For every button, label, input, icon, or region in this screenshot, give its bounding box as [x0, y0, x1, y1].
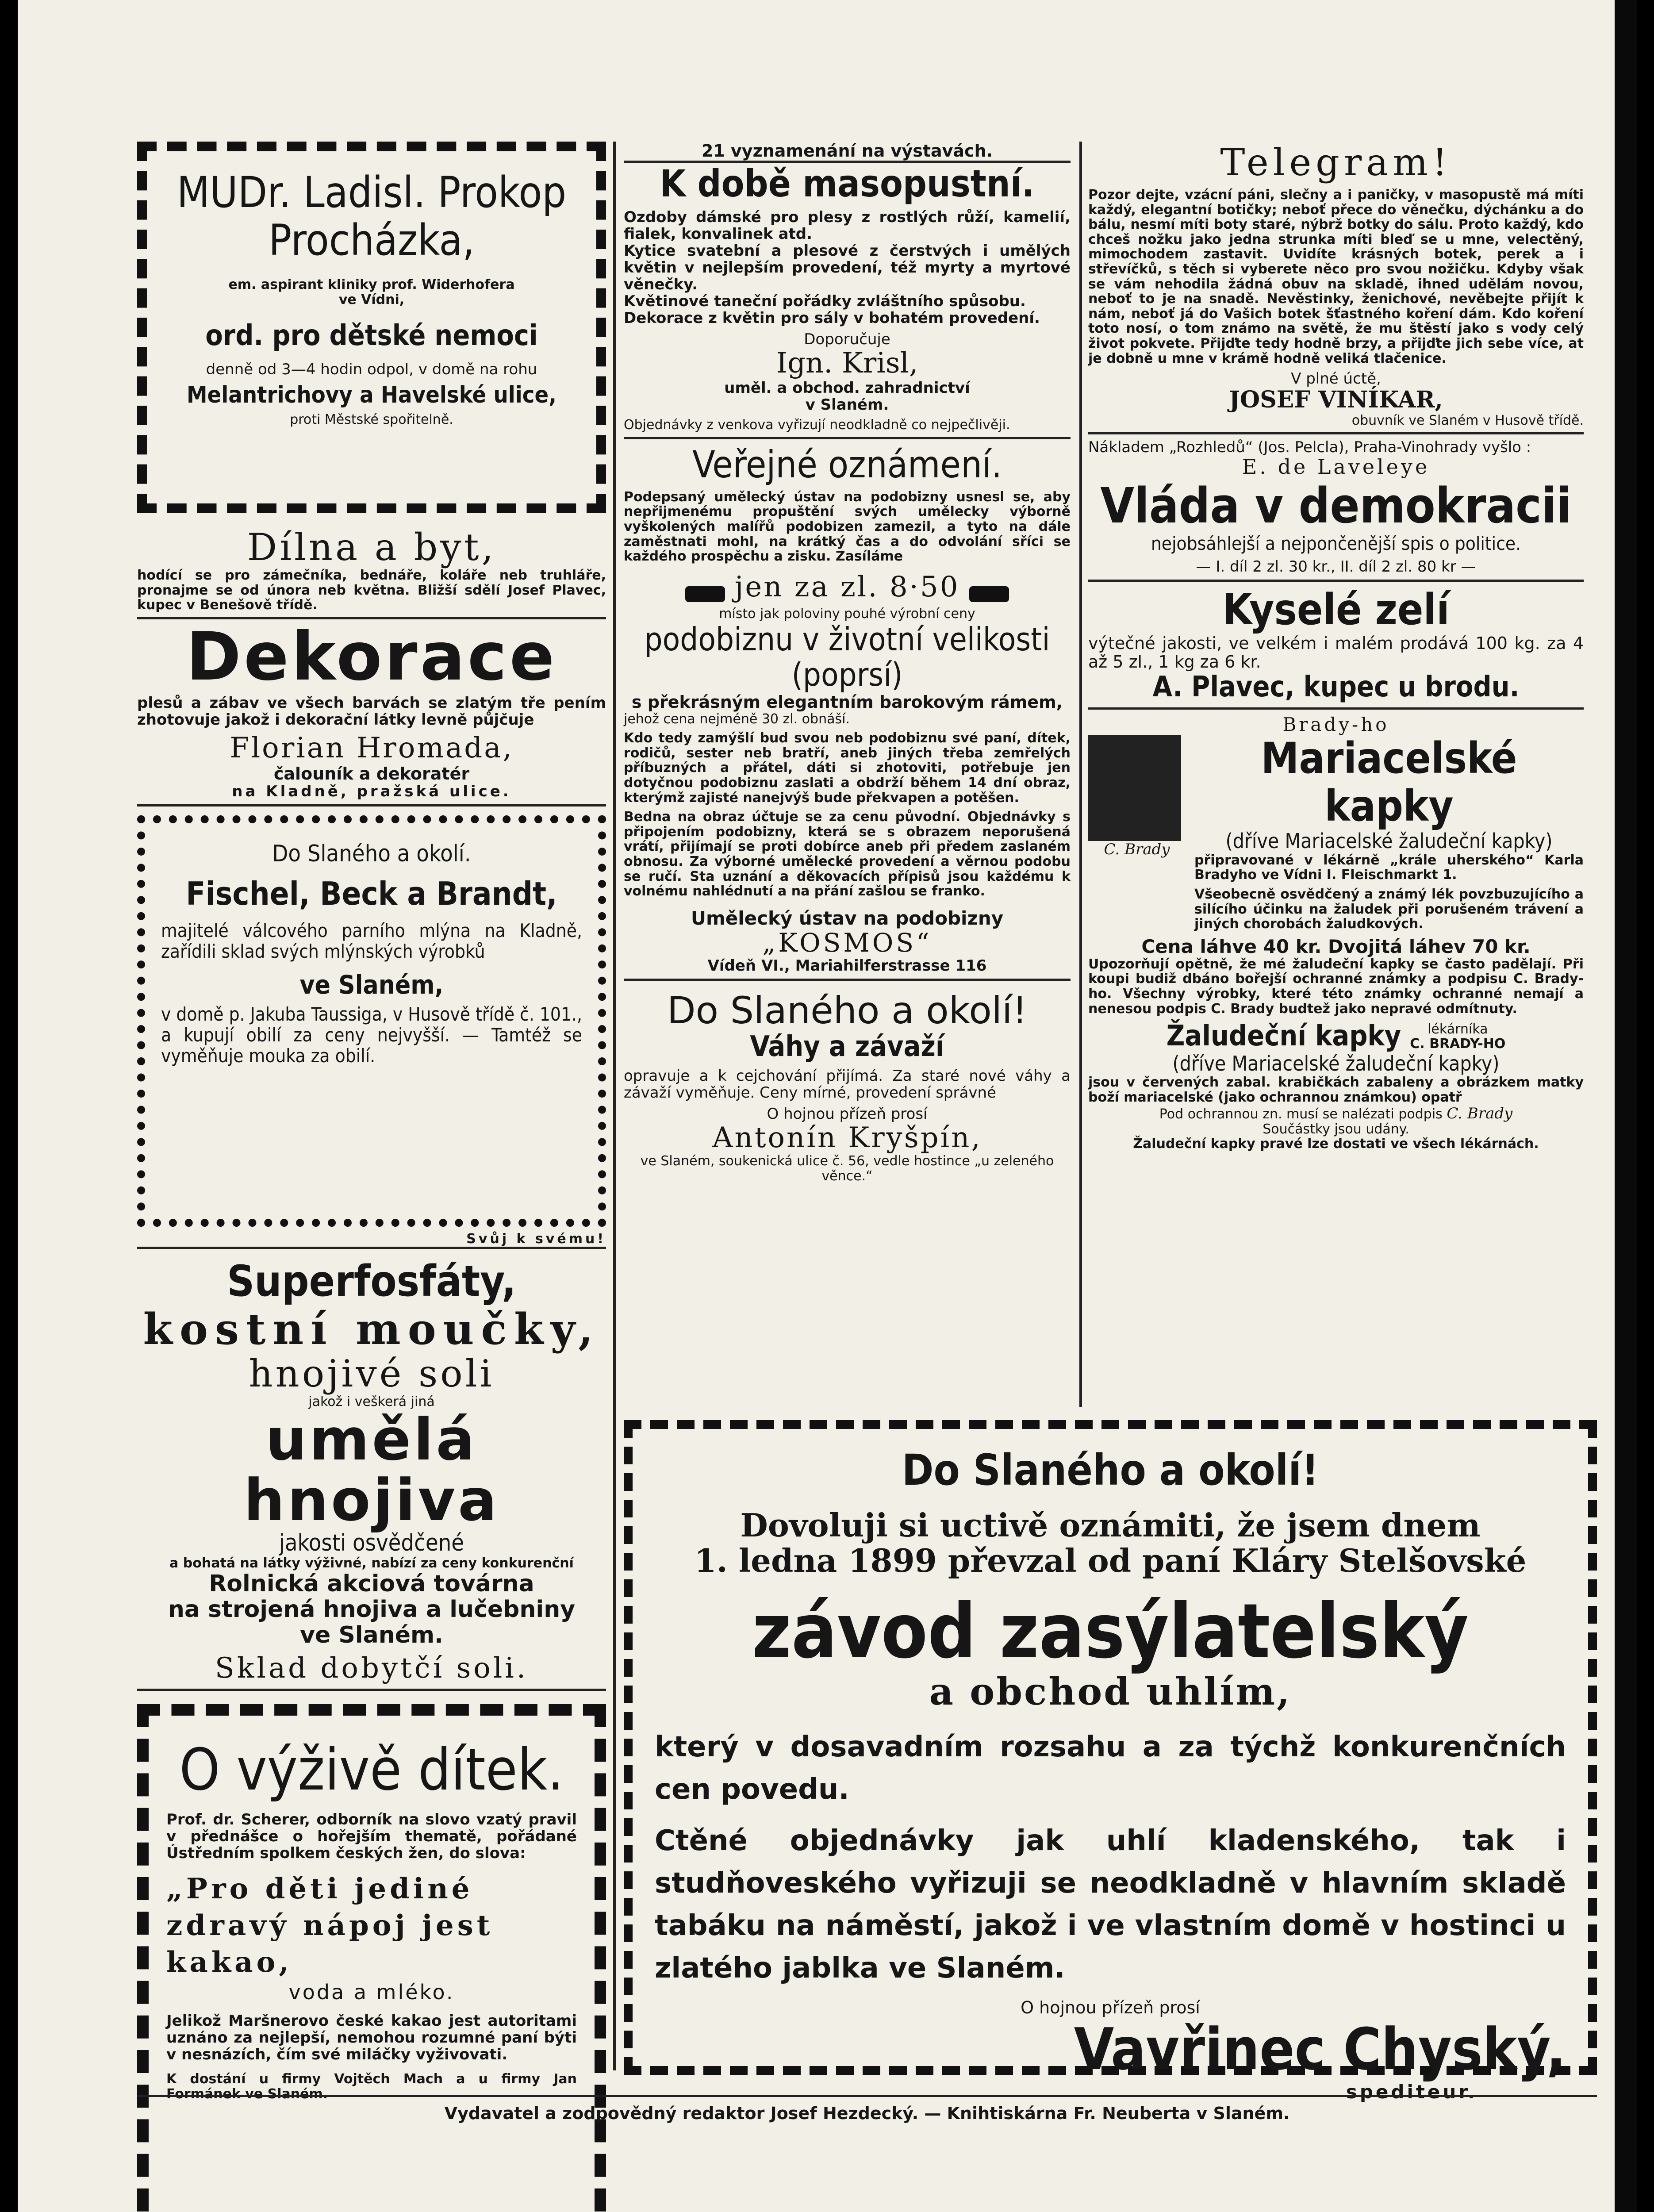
brady-signature: C. Brady: [1447, 1104, 1513, 1122]
madonna-trademark-image: [1088, 735, 1181, 841]
column-rule: [1079, 142, 1082, 1407]
divider: [624, 979, 1071, 981]
ad-kosmos: Veřejné oznámení. Podepsaný umělecký ústav na podobizny usnesl se, aby nepřijmenému propuštění svých umělecky výborně vyškolených malířů podobizen zamezil, a tyto na dále zaměstnati mohl, na krátký čas a do odvolání sříci se každého prospěchu a zisku. Zasíláme jen za zl. 8·50 místo jak poloviny pouhé výrobní ceny podobiznu v životní velikosti (poprsí) s překrásným elegantním barokovým rámem, jehož cena nejméně 30 zl. obnáší. Kdo tedy zamýšlí bud svou neb podobiznu své paní, dítek, rodičů, sester neb bratří, aneb jiných třeba zemřelých příbuzných a přátel, dáti si zhotoviti, potřebuje jen dotyčnou podobiznu zaslati a obdrží během 14 dní obraz, kterýmž zajisté nanejvýš bude překvapen a potěšen. Bedna na obraz účtuje se za cenu původní. Objednávky s připojením podobizny, která se s obrazem neporušená vrátí, přijímají se proti dobírce aneb při předem zaslaném obnosu. Za výborné umělecké provedení a věrnou podobu se ručí. Sta uznání a děkovacích přípisů jsou každému k volnému nahlédnutí a na přání zašlou se franko. Umělecký ústav na podobizny „KOSMOS“ Vídeň VI., Mariahilferstrasse 116: [624, 442, 1071, 975]
ad-vlada: Nákladem „Rozhledů“ (Jos. Pelcla), Praha-Vinohrady vyšlo : E. de Laveleye Vláda v demokracii nejobsáhlejší a nejpončenější spis o politice. — I. díl 2 zl. 30 kr., II. díl 2 zl. 80 kr —: [1088, 438, 1572, 576]
ad-hnojiva: Superfosfáty, kostní moučky, hnojivé soli jakož i veškerá jiná umělá hnojiva jakosti osvědčené a bohatá na látky výživné, nabízí za ceny konkurenční Rolnická akciová továrna na strojená hnojiva a lučebniny ve Slaném. Sklad dobytčí soli.: [143, 1256, 600, 1685]
divider: [1088, 707, 1584, 710]
divider: [137, 804, 606, 806]
footer-imprint: Vydavatel a zodpovědný redaktor Josef Hezdecký. — Knihtiskárna Fr. Neuberta v Slaném.: [444, 2104, 1290, 2123]
ad-telegram: Telegram! Pozor dejte, vzácní páni, slečny a i paničky, v masopustě má míti každý, elegantní botičky; neboť přece do věnečku, dýchánku a do bálu, nesmí míti boty staré, nýbrž botky do sálu. Proto každý, kdo chceš nožku jako jedna strunka míti bleď se u mne, velectěný, mimochodem zastavit. Uvidíte krásných botek, perek a i střevíčků, s těch si vyberete něco pro svou nožičku. Kdyby však se vám nehodila žádná obuv na skladě, ihned udělám novou, neboť to je na snadě. Nevěstinky, ženichové, nevěbejte přijít k nám, neboť já do Vašich botek šťastného koření dám. Kdo koření toto nosí, o tom známo na světě, že mu štěstí jako s vody celý život pokvete. Přijďte tedy hodně brzy, a přijďte jich sebe více, at je dobně u mne v krámě hodně veliká tlačenice. V plné úctě, JOSEF VINÍKAR, obuvník ve Slaném v Husově třídě.: [1088, 141, 1584, 428]
column-rule: [613, 142, 616, 2070]
ad-dilna: Dílna a byt, hodící se pro zámečníka, bednáře, koláře neb truhláře, pronajme se od února neb května. Bližší sdělí Josef Plavec, kupec v Benešově třídě.: [137, 526, 606, 613]
brady-signature: C. Brady: [1104, 841, 1170, 859]
column-3: [1088, 142, 1584, 1152]
ad-chysky: Do Slaného a okolí! Dovoluji si uctivě oznámiti, že jsem dnem 1. ledna 1899 převzal od paní Kláry Stelšovské závod zasýlatelský a obchod uhlím, který v dosavadním rozsahu a za týchž konkurenčních cen povedu. Ctěné objednávky jak uhlí kladenského, tak i studňoveského vyřizuji se neodkladně v hlavním skladě tabáku na náměstí, jakož i ve vlastním domě v hostinci u zlatého jablka ve Slaném. O hojnou přízeň prosí Vavřinec Chyský, spediteur.: [624, 1420, 1597, 2075]
column-1: [137, 142, 606, 2212]
divider: [137, 1689, 606, 1691]
column-2: [624, 142, 1071, 1184]
ad-fischel: Do Slaného a okolí. Fischel, Beck a Brandt, majitelé válcového parního mlýna na Kladně, zařídili sklad svých mlýnských výrobků ve Slaném, v domě p. Jakuba Taussiga, v Husově třídě č. 101., a kupují obilí za ceny nejvyšší. — Tamtéž se vyměňuje mouka za obilí.: [137, 815, 606, 1227]
pointing-hand-icon: [969, 586, 1009, 602]
newspaper-page: [18, 0, 1637, 2212]
ad-vyziva: O výživě dítek. Prof. dr. Scherer, odborník na slovo vzatý pravil v přednášce o hořejším thematě, pořádané Ústředním spolkem českých žen, do slova: „Pro děti jediné zdravý nápoj jest kakao, voda a mléko. Jelikož Maršnerovo české kakao jest autoritami uznáno za nejlepší, nemohou rozumné paní býti v nesnázích, čím své miláčky vyživovati. K dostání u firmy Vojtěch Mach a u firmy Jan Formánek ve Slaném.: [137, 1704, 606, 2212]
doctor-name: MUDr. Ladisl. Prokop Procházka,: [177, 168, 567, 265]
ad-doctor: MUDr. Ladisl. Prokop Procházka, em. aspirant kliniky prof. Widerhofera ve Vídni, ord. pro dětské nemoci denně od 3—4 hodin odpol, v domě na rohu Melantrichovy a Havelské ulice, proti Městské spořitelně.: [137, 142, 606, 513]
ad-zeli: Kyselé zelí výtečné jakosti, ve velkém i malém prodává 100 kg. za 4 až 5 zl., 1 kg za 6 kr. A. Plavec, kupec u brodu.: [1088, 585, 1584, 703]
binding-edge: [1615, 0, 1637, 2212]
ad-krisl: 21 vyznamenání na výstavách. K době masopustní. Ozdoby dámské pro plesy z rostlých růží, kamelií, fialek, konvalinek atd. Kytice svatební a plesové z čerstvých i umělých květin v nejlepším provedení, též myrty a myrtové věnečky. Květinové taneční pořádky zvláštního spůsobu. Dekorace z květin pro sály v bohatém provedení. Doporučuje Ign. Krisl, uměl. a obchod. zahradnictví v Slaném. Objednávky z venkova vyřizují neodkladně co nejpečlivěji.: [624, 141, 1071, 433]
divider: [1088, 580, 1584, 582]
divider: [1088, 432, 1584, 434]
ad-kapky: Brady-ho C. Brady Mariacelské kapky (dříve Mariacelské žaludeční kapky) připravované v lékárně „krále uherského“ Karla Bradyho ve Vídni I. Fleischmarkt 1. Všeobecně osvědčený a známý lék povzbuzujícího a silícího účinku na žaludek při porušeném trávení a jiných chorobách žaludkových. Cena láhve 40 kr. Dvojitá láhev 70 kr. Upozorňují opětně, že mé žaludeční kapky se často padělají. Při koupi budiž dbáno bořejší ochranné známky a podpisu C. Brady-ho. Všechny výrobky, které této známky ochranné nemají a nenesou podpis C. Brady budtež jako nepravé odmítnuty. Žaludeční kapky lékárníka C. BRADY-HO (dříve Mariacelské žaludeční kapky) jsou v červených zabal. krabičkách zabaleny a obrázkem matky boží mariacelské (jako ochrannou známkou) opatř Pod ochrannou zn. musí se nalézati podpis C. Brady Součástky jsou udány. Žaludeční kapky pravé lze dostati ve všech lékárnách.: [1088, 714, 1584, 1152]
divider: [624, 437, 1071, 439]
pointing-hand-icon: [685, 586, 725, 602]
ad-dekorace: Dekorace plesů a zábav ve všech barvách se zlatým tře pením zhotovuje jakož i dekorační látky levně půjčuje Florian Hromada, čalouník a dekoratér na Kladně, pražská ulice.: [137, 618, 606, 801]
motto: Svůj k svému!: [466, 1231, 606, 1247]
divider: [137, 1247, 606, 1249]
ad-kryspin: Do Slaného a okolí! Váhy a závaží opravuje a k cejchování přijímá. Za staré nové váhy a závaží vyměňuje. Ceny mírné, provedení správné O hojnou přízeň prosí Antonín Kryšpín, ve Slaném, soukenická ulice č. 56, vedle hostince „u zeleného věnce.“: [624, 988, 1071, 1184]
